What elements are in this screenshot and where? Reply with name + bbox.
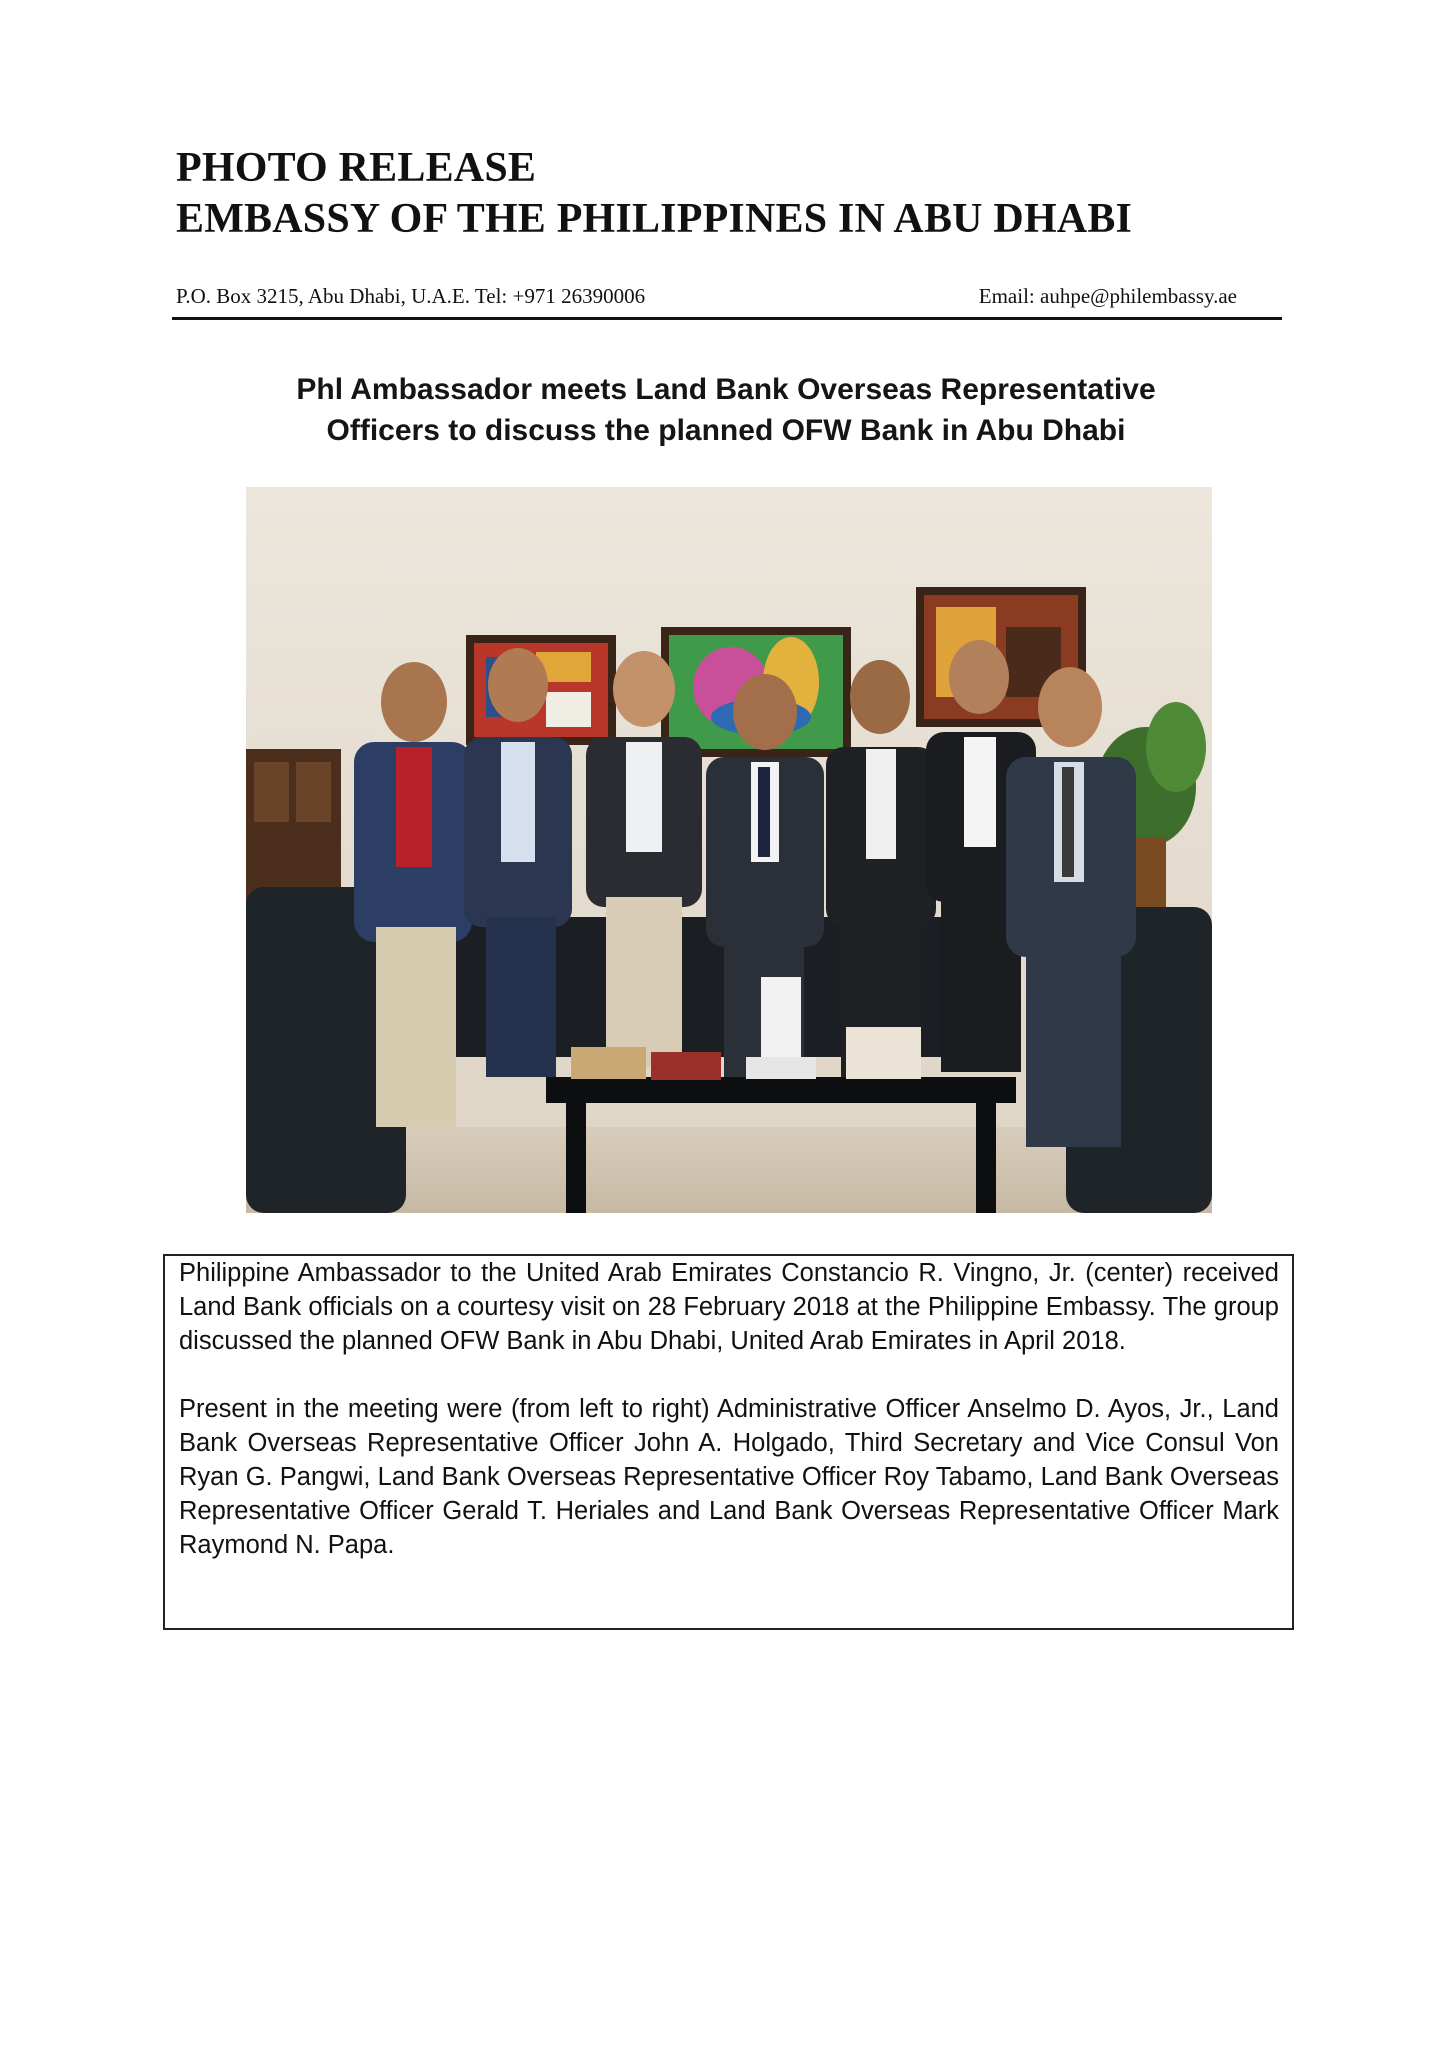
group-photo-illustration [246, 487, 1212, 1213]
email-text: Email: auhpe@philembassy.ae [978, 284, 1237, 308]
headline-line-2: Officers to discuss the planned OFW Bank in Abu Dhabi [326, 414, 1126, 447]
address-text: P.O. Box 3215, Abu Dhabi, U.A.E. Tel: +971 26390006 [176, 284, 646, 308]
title-line-1: PHOTO RELEASE [176, 145, 537, 191]
headline [176, 369, 1276, 451]
contact-line [176, 284, 1237, 309]
header-divider [172, 317, 1282, 320]
caption-paragraph-2: Present in the meeting were (from left to right) Administrative Officer Anselmo D. Ayos, Jr., Land Bank Overseas Representative Officer John A. Holgado, Third Secretary and Vice Consul Von Ryan G. Pangwi, Land Bank Overseas Representative Officer Roy Tabamo, Land Bank Overseas Representative Officer Gerald T. Heriales and Land Bank Overseas Representative Officer Mark Raymond N. Papa. [179, 1395, 1279, 1559]
title-line-2: EMBASSY OF THE PHILIPPINES IN ABU DHABI [176, 196, 1133, 242]
caption-paragraph-1: Philippine Ambassador to the United Arab Emirates Constancio R. Vingno, Jr. (center) received Land Bank officials on a courtesy visit on 28 February 2018 at the Philippine Embassy. The group discussed the planned OFW Bank in Abu Dhabi, United Arab Emirates in April 2018. [179, 1259, 1279, 1355]
headline-line-1: Phl Ambassador meets Land Bank Overseas Representative [296, 373, 1156, 406]
group-photo [246, 487, 1212, 1213]
caption-box [163, 1254, 1294, 1630]
page-title [176, 143, 1132, 245]
